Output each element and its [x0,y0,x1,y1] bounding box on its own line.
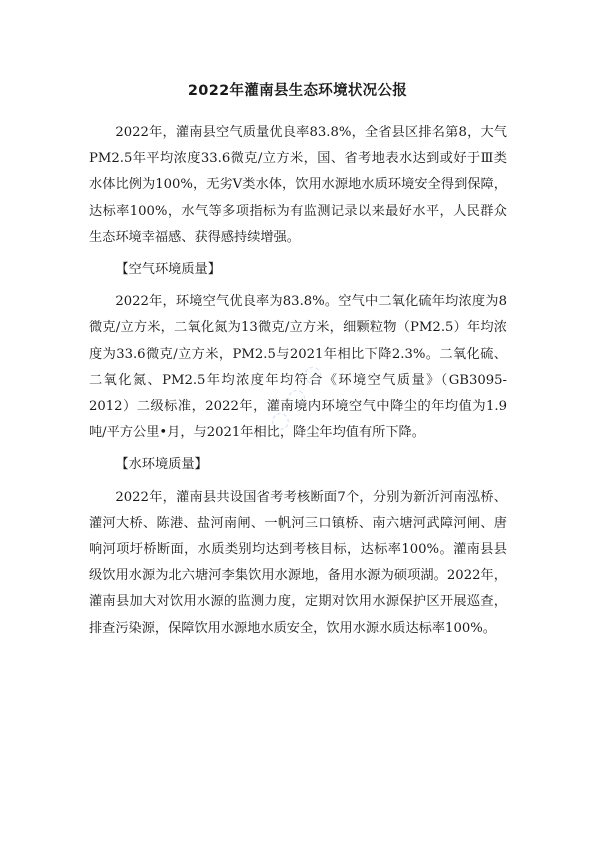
section-heading-air: 【空气环境质量】 [115,262,221,278]
document-body [89,120,507,642]
section-body-air: 2022年，环境空气优良率为83.8%。空气中二氧化硫年均浓度为8微克/立方米，二氧化氮为13微克/立方米，细颗粒物（PM2.5）年均浓度为33.6微克/立方米，PM2.5与2021年相比下降2.3%。二氧化硫、二氧化氮、PM2.5年均浓度年均符合《环境空气质量》（GB3095-2012）二级标准，2022年，灌南境内环境空气中降尘的年均值为1.9吨/平方公里•月，与2021年相比，降尘年均值有所下降。 [89,294,507,441]
section-heading-water: 【水环境质量】 [115,457,208,473]
watermark-logo: ◌ ◌ ◌ [264,358,329,437]
section-body-water: 2022年，灌南县共设国省考考核断面7个，分别为新沂河南泓桥、灌河大桥、陈港、盐河南闸、一帆河三口镇桥、南六塘河武障河闸、唐响河项圩桥断面，水质类别均达到考核目标，达标率100%。灌南县县级饮用水源为北六塘河李集饮用水源地，备用水源为硕项湖。2022年，灌南县加大对饮用水源的监测力度，定期对饮用水源保护区开展巡查，排查污染源，保障饮用水源地水质安全，饮用水源水质达标率100%。 [89,489,507,636]
intro-paragraph: 2022年，灌南县空气质量优良率83.8%，全省县区排名第8，大气PM2.5年平均浓度33.6微克/立方米，国、省考地表水达到或好于Ⅲ类水体比例为100%，无劣Ⅴ类水体，饮用水源地水质环境安全得到保障，达标率100%，水气等多项指标为有监测记录以来最好水平，人民群众生态环境幸福感、获得感持续增强。 [89,125,507,245]
document-title: 2022年灌南县生态环境状况公报 [187,83,408,99]
